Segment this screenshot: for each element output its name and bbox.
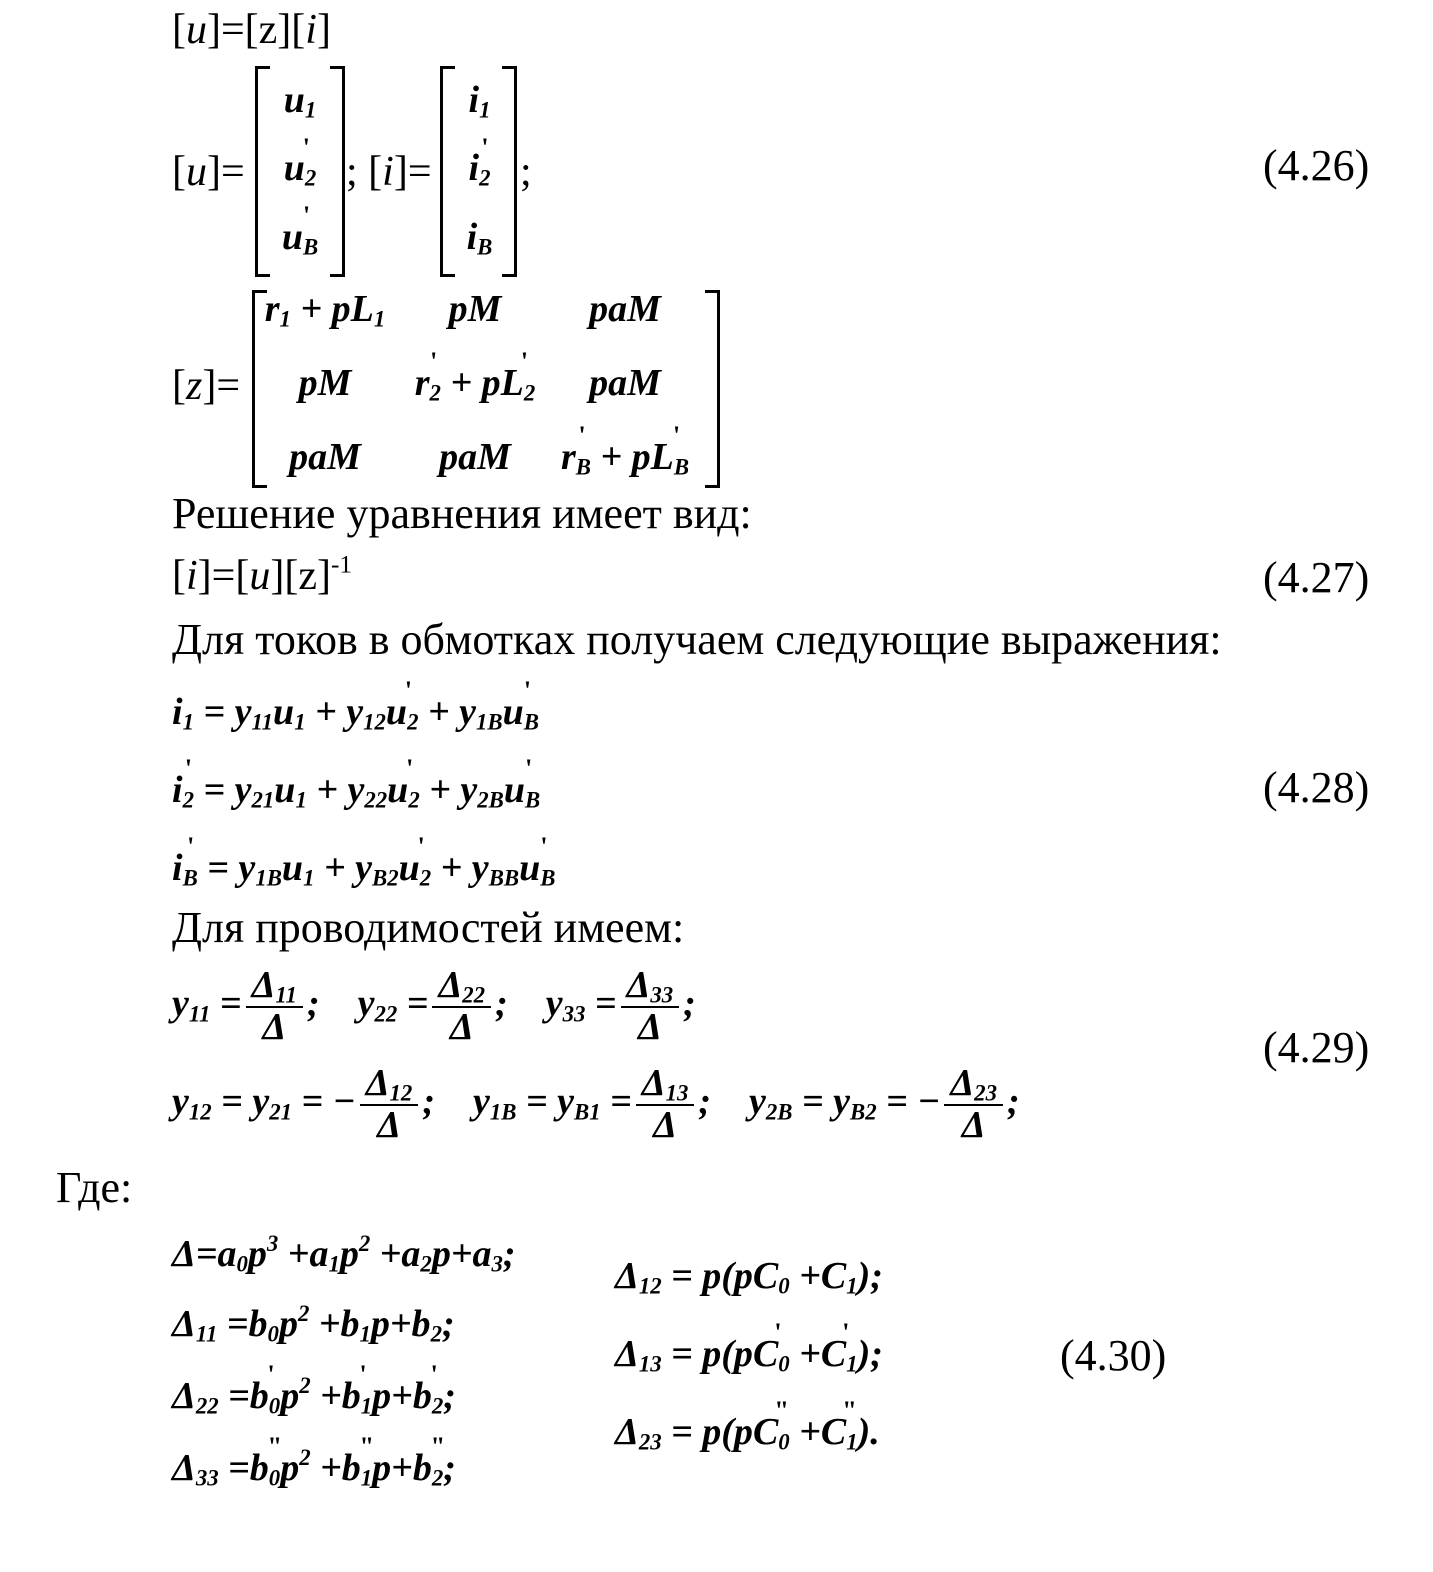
equation-number-4-27: (4.27) <box>1263 553 1370 602</box>
equation-uzi: [u]=[z][i] <box>172 7 331 53</box>
delta-11-eq: $\Delta_{11} =b_0p^2 +b_1p+b_2$; <box>172 1301 455 1347</box>
delta-33-eq: $\Delta_{33} =b_0$ "$p^2 +b_1$ "$p+b_2$ "; <box>172 1446 456 1490</box>
conductances-text: Для проводимостей имеем: <box>172 903 685 952</box>
delta-eq: $\Delta=a_0p^3 +a_1p^2 +a_2p+a_3$; <box>172 1231 516 1277</box>
semicolon: ; <box>520 149 532 195</box>
i-vector-entries: $i_1$ $i_2$ ' $i_B$ <box>452 66 507 271</box>
equation-i-uz: $[i]=[u][z]^{-1}$ <box>172 551 352 599</box>
z-matrix-bracket-right <box>705 290 720 488</box>
i-vector-bracket-right <box>502 66 517 277</box>
u-vector-label: [u]= <box>172 149 245 195</box>
currents-text: Для токов в обмотках получаем следующие выражения: <box>172 615 1222 664</box>
equation-number-4-30: (4.30) <box>1060 1331 1167 1380</box>
current-eq-3: $i_B$ ' = $y_{1B}u_1 + y_{B2}u_2$ ' + $y_{BB}u_B$ ' <box>172 846 555 890</box>
u-vector-bracket-right <box>330 66 345 277</box>
current-eq-1: $i_1 = y_{11}u_1 + y_{12}u_2$ ' + $y_{1B}u_B$ ' <box>172 690 539 734</box>
z-matrix-label: [z]= <box>172 363 241 409</box>
equation-number-4-26: (4.26) <box>1263 141 1370 190</box>
current-eq-2: $i_2$ ' = $y_{21}u_1 + y_{22}u_2$ ' + $y_{2B}u_B$ ' <box>172 768 540 812</box>
where-text: Где: <box>56 1163 133 1212</box>
u-vector-entries: $u_1$ $u_2$ ' $u_B$ ' <box>270 66 330 271</box>
delta-23-eq: $\Delta_{23} = p(pC_0$ " $+C_1$ "). <box>615 1410 880 1454</box>
conductance-eq-row-1: $y_{11}$ = $\frac{\Delta_{11}}{\Delta}$ ; $y_{22}$ = $\frac{\Delta_{22}}{\Delta}$ ; $y_{33}$ = $\frac{\Delta_{33}}{\Delta}$ ; <box>172 964 696 1048</box>
delta-12-eq: $\Delta_{12} = p(pC_0 +C_1)$; <box>615 1255 883 1299</box>
u-vector-bracket-left <box>255 66 270 277</box>
delta-22-eq: $\Delta_{22} =b_0$ '$p^2 +b_1$ '$p+b_2$ '; <box>172 1374 456 1418</box>
delta-13-eq: $\Delta_{13} = p(pC_0$ ' $+C_1$ '); <box>615 1332 883 1376</box>
z-matrix-entries: $r_1 + pL_1$ pM paM pM $r_2$ ' + $pL_2$ ' paM paM paM $r_B$ ' + $pL_B$ ' <box>250 272 700 494</box>
conductance-eq-row-2: $y_{12} = y_{21}$ = − $\frac{\Delta_{12}}{\Delta}$ ; $y_{1B} = y_{B1}$ = $\frac{\Delta_{13}}{\Delta}$ ; $y_{2B} = y_{B2}$ = − $\frac{\Delta_{23}}{\Delta}$ ; <box>172 1062 1020 1146</box>
equation-number-4-29: (4.29) <box>1263 1023 1370 1072</box>
i-vector-label: ; [i]= <box>346 149 432 195</box>
equation-number-4-28: (4.28) <box>1263 763 1370 812</box>
solution-text: Решение уравнения имеет вид: <box>172 489 752 538</box>
